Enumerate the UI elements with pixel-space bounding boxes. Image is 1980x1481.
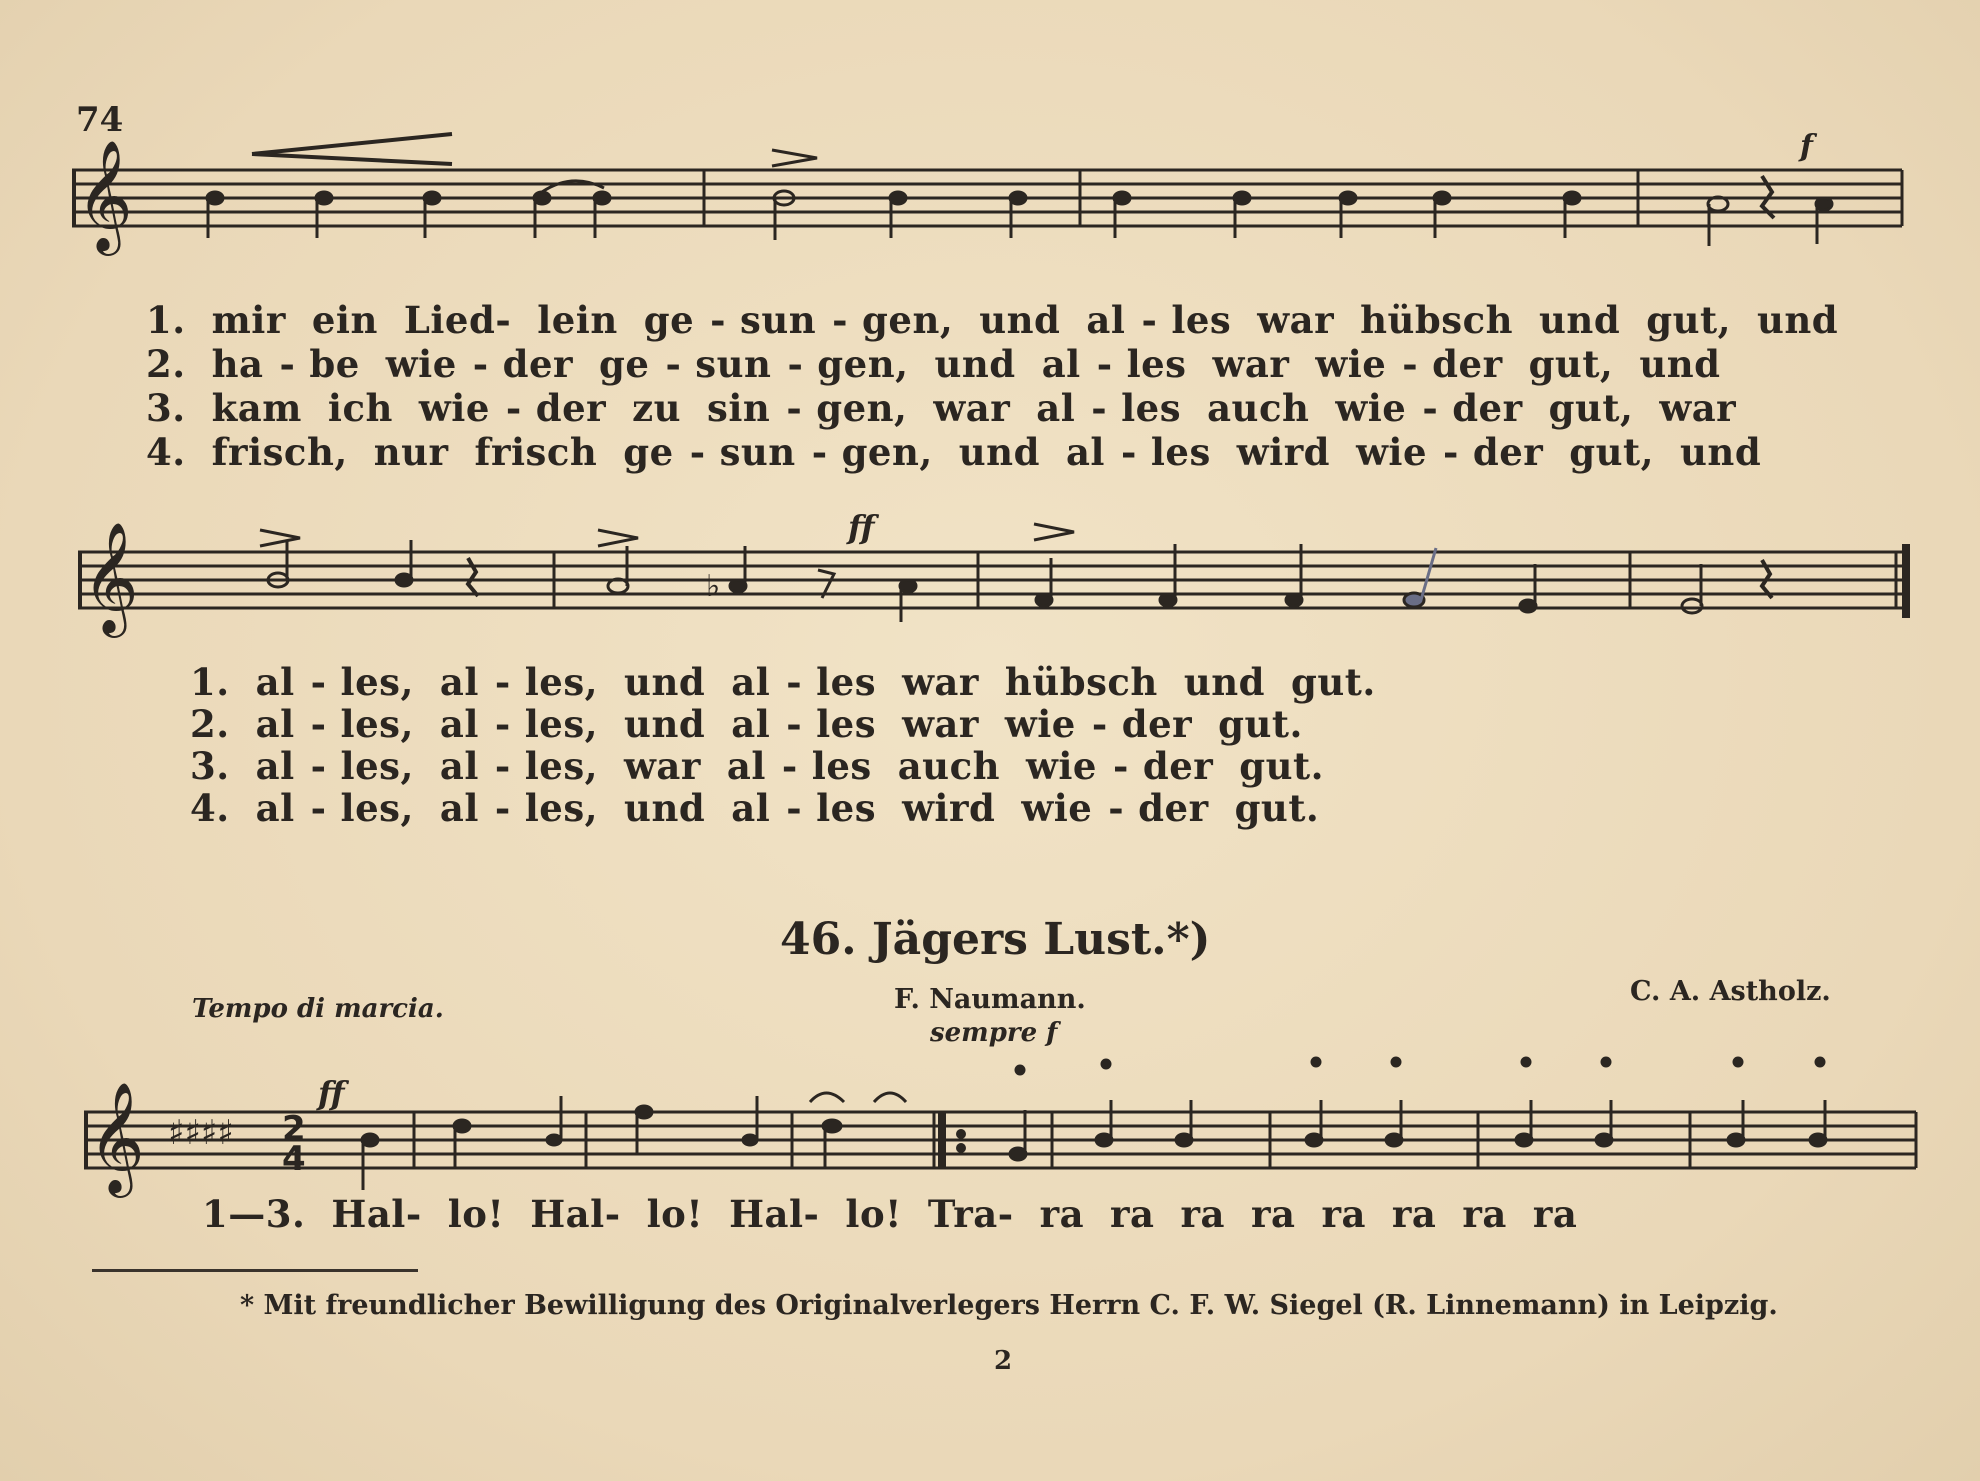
lyric-syllable: - xyxy=(494,702,511,746)
dynamic-ff-system-2: ff xyxy=(848,508,875,546)
lyric-syllable: les, xyxy=(340,702,414,746)
lyric-syllable: war xyxy=(1659,386,1737,430)
lyric-syllable: les, xyxy=(340,744,414,788)
lyric-syllable: und xyxy=(979,298,1061,342)
lyric-syllable: ra xyxy=(1250,1192,1296,1236)
lyric-syllable: - xyxy=(310,660,327,704)
lyric-syllable: - xyxy=(786,786,803,830)
lyric-syllable: - xyxy=(1443,430,1459,474)
lyric-syllable: und xyxy=(1183,660,1266,704)
song-title: 46. Jägers Lust.*) xyxy=(780,914,1211,965)
lyric-syllable: nur xyxy=(373,430,449,474)
page-number: 74 xyxy=(76,100,124,140)
lyric-syllable: - xyxy=(781,744,798,788)
lyric-syllable: ge xyxy=(643,298,695,342)
lyric-syllable: - xyxy=(787,342,804,386)
lyric-syllable: al xyxy=(1086,298,1126,342)
lyricist-credit: F. Naumann. xyxy=(894,984,1086,1015)
lyric-syllable: 3. xyxy=(190,744,230,788)
lyric-syllable: al xyxy=(255,660,295,704)
lyric-syllable: - xyxy=(1120,430,1137,474)
lyric-syllable: les, xyxy=(524,660,599,704)
lyric-syllable: ge xyxy=(599,342,650,386)
treble-clef-2: 𝄞 xyxy=(82,521,139,633)
treble-clef: 𝄞 xyxy=(76,139,133,251)
lyric-syllable: - xyxy=(832,298,849,342)
lyric-syllable: gut. xyxy=(1239,744,1324,788)
tempo-marking: Tempo di marcia. xyxy=(192,994,444,1024)
lyric-syllable: - xyxy=(494,786,511,830)
lyric-syllable: 4. xyxy=(190,786,230,830)
expression-marking: sempre f xyxy=(930,1018,1058,1048)
lyric-syllable: ra xyxy=(1039,1192,1085,1236)
dynamic-ff-song: ff xyxy=(318,1074,345,1112)
lyric-syllable: und xyxy=(1756,298,1839,342)
lyric-syllable: Hal- xyxy=(331,1192,422,1236)
lyric-syllable: gut, xyxy=(1528,342,1614,386)
lyric-syllable: Hal- xyxy=(530,1192,621,1236)
lyric-syllable: - xyxy=(310,702,327,746)
lyric-syllable: sun xyxy=(719,430,796,474)
lyric-syllable: al xyxy=(439,702,479,746)
lyric-syllable: war xyxy=(902,702,979,746)
lyric-syllable: und xyxy=(1539,298,1621,342)
lyric-syllable: der xyxy=(1142,744,1214,788)
lyric-syllable: - xyxy=(1091,702,1108,746)
lyric-syllable: be xyxy=(309,342,360,386)
dynamic-f: f xyxy=(1800,129,1813,164)
lyric-syllable: und xyxy=(1639,342,1721,386)
lyric-syllable: der xyxy=(535,386,607,430)
lyric-syllable: sun xyxy=(740,298,817,342)
time-signature-bottom: 4 xyxy=(282,1139,306,1179)
lyric-syllable: les xyxy=(1121,386,1182,430)
lyric-syllable: mir xyxy=(211,298,286,342)
lyric-syllable: zu xyxy=(632,386,682,430)
lyric-syllable: 1. xyxy=(146,298,186,342)
lyric-syllable: wie xyxy=(1335,386,1407,430)
lyric-syllable: auch xyxy=(897,744,1001,788)
lyric-syllable: wie xyxy=(1356,430,1428,474)
lyric-syllable: les xyxy=(1171,298,1232,342)
lyric-syllable: war xyxy=(624,744,701,788)
lyric-syllable: les xyxy=(811,744,872,788)
time-signature-top: 2 xyxy=(282,1109,306,1149)
lyric-syllable: der xyxy=(1432,342,1503,386)
lyric-syllable: - xyxy=(1402,342,1419,386)
lyric-line-2-2 xyxy=(190,702,1329,746)
lyric-syllable: les, xyxy=(524,702,599,746)
lyric-syllable: und xyxy=(934,342,1016,386)
lyric-line-2-3 xyxy=(190,744,1350,788)
lyric-syllable: lo! xyxy=(646,1192,704,1236)
svg-text:♭: ♭ xyxy=(706,569,721,604)
lyric-syllable: Lied- xyxy=(403,298,512,342)
staff-song-46 xyxy=(84,1040,1924,1210)
lyric-syllable: ra xyxy=(1321,1192,1366,1236)
lyric-syllable: - xyxy=(1091,386,1108,430)
lyric-syllable: al xyxy=(1041,342,1081,386)
lyric-syllable: - xyxy=(1141,298,1158,342)
lyric-syllable: ra xyxy=(1110,1192,1155,1236)
lyric-syllable: und xyxy=(624,660,706,704)
lyric-syllable: - xyxy=(786,702,803,746)
lyric-syllable: - xyxy=(786,386,803,430)
lyric-syllable: - xyxy=(279,342,296,386)
key-signature-sharps: ♯♯♯♯ xyxy=(168,1113,234,1153)
lyric-syllable: wie xyxy=(385,342,457,386)
lyric-syllable: les xyxy=(816,702,877,746)
lyric-syllable: 2. xyxy=(146,342,186,386)
lyric-syllable: und xyxy=(1680,430,1762,474)
lyric-syllable: - xyxy=(505,386,522,430)
lyric-syllable: - xyxy=(689,430,706,474)
lyric-syllable: wie xyxy=(418,386,490,430)
lyric-syllable: der xyxy=(1452,386,1523,430)
lyric-syllable: der xyxy=(1121,702,1193,746)
lyric-syllable: hübsch xyxy=(1360,298,1514,342)
lyric-syllable: les, xyxy=(340,660,414,704)
lyric-syllable: der xyxy=(1472,430,1544,474)
song-lyric-line xyxy=(202,1192,1603,1236)
lyric-syllable: les, xyxy=(524,786,599,830)
staff-system-2 xyxy=(78,500,1918,680)
lyric-syllable: gen, xyxy=(817,342,909,386)
lyric-syllable: ra xyxy=(1391,1192,1437,1236)
lyric-syllable: al xyxy=(1065,430,1105,474)
lyric-syllable: gen, xyxy=(841,430,933,474)
lyric-syllable: war xyxy=(1257,298,1335,342)
lyric-syllable: gut, xyxy=(1548,386,1634,430)
lyric-syllable: frisch xyxy=(474,430,598,474)
lyric-syllable: 4. xyxy=(146,430,186,474)
lyric-syllable: - xyxy=(665,342,682,386)
lyric-syllable: ein xyxy=(311,298,378,342)
lyric-syllable: frisch, xyxy=(211,430,348,474)
lyric-syllable: gut. xyxy=(1218,702,1303,746)
lyric-syllable: ich xyxy=(327,386,393,430)
lyric-syllable: - xyxy=(310,744,327,788)
lyric-syllable: 1—3. xyxy=(202,1192,306,1236)
lyric-syllable: les xyxy=(816,660,877,704)
lyric-syllable: wie xyxy=(1026,744,1097,788)
lyric-syllable: ra xyxy=(1180,1192,1225,1236)
staff-system-1 xyxy=(72,120,1912,320)
lyric-syllable: - xyxy=(1108,786,1125,830)
lyric-syllable: al xyxy=(255,786,295,830)
lyric-syllable: Hal- xyxy=(729,1192,820,1236)
lyric-syllable: lo! xyxy=(447,1192,505,1236)
lyric-syllable: sun xyxy=(695,342,772,386)
signature-mark: 2 xyxy=(994,1346,1013,1376)
lyric-syllable: gen, xyxy=(816,386,908,430)
lyric-syllable: gen, xyxy=(862,298,954,342)
lyric-syllable: les, xyxy=(524,744,599,788)
lyric-syllable: lo! xyxy=(845,1192,902,1236)
lyric-syllable: der xyxy=(1138,786,1209,830)
lyric-syllable: al xyxy=(439,786,479,830)
lyric-line-2-4 xyxy=(190,786,1345,830)
lyric-syllable: gut, xyxy=(1646,298,1731,342)
lyric-syllable: al xyxy=(731,660,771,704)
lyric-syllable: les xyxy=(1150,430,1211,474)
lyric-syllable: war xyxy=(902,660,979,704)
lyric-syllable: Tra- xyxy=(927,1192,1014,1236)
footnote-text: * Mit freundlicher Bewilligung des Originalverlegers Herrn C. F. W. Siegel (R. Linnemann) in Leipzig. xyxy=(240,1290,1778,1321)
lyric-syllable: sin xyxy=(707,386,771,430)
lyric-syllable: wie xyxy=(1021,786,1093,830)
lyric-syllable: al xyxy=(255,744,295,788)
lyric-syllable: gut. xyxy=(1291,660,1376,704)
lyric-syllable: al xyxy=(726,744,766,788)
lyric-syllable: und xyxy=(958,430,1040,474)
lyric-syllable: wie xyxy=(1004,702,1076,746)
lyric-syllable: kam xyxy=(211,386,302,430)
lyric-line-1-4 xyxy=(146,430,1787,474)
lyric-syllable: - xyxy=(1422,386,1439,430)
lyric-syllable: war xyxy=(1212,342,1290,386)
lyric-line-1-2 xyxy=(146,342,1747,386)
lyric-syllable: - xyxy=(472,342,489,386)
lyric-syllable: - xyxy=(710,298,727,342)
lyric-syllable: wird xyxy=(1236,430,1331,474)
lyric-syllable: al xyxy=(439,660,479,704)
lyric-syllable: - xyxy=(494,744,511,788)
lyric-syllable: - xyxy=(811,430,828,474)
lyric-syllable: al xyxy=(1036,386,1076,430)
lyric-syllable: - xyxy=(1112,744,1129,788)
lyric-syllable: auch xyxy=(1207,386,1310,430)
lyric-syllable: wird xyxy=(902,786,996,830)
lyric-syllable: 1. xyxy=(190,660,230,704)
lyric-syllable: - xyxy=(786,660,803,704)
lyric-syllable: les xyxy=(816,786,877,830)
lyric-syllable: 2. xyxy=(190,702,230,746)
lyric-syllable: und xyxy=(624,702,706,746)
lyric-line-2-1 xyxy=(190,660,1402,704)
composer-credit: C. A. Astholz. xyxy=(1630,976,1831,1007)
lyric-syllable: al xyxy=(439,744,479,788)
treble-clef-3: 𝄞 xyxy=(88,1081,145,1193)
lyric-syllable: wie xyxy=(1315,342,1387,386)
lyric-syllable: ha xyxy=(211,342,264,386)
lyric-syllable: gut. xyxy=(1234,786,1320,830)
lyric-syllable: und xyxy=(624,786,706,830)
lyric-syllable: les xyxy=(1126,342,1187,386)
lyric-line-1-3 xyxy=(146,386,1762,430)
lyric-syllable: - xyxy=(310,786,327,830)
lyric-syllable: al xyxy=(731,786,771,830)
lyric-syllable: al xyxy=(255,702,295,746)
lyric-syllable: ra xyxy=(1462,1192,1507,1236)
lyric-syllable: ge xyxy=(623,430,674,474)
lyric-syllable: - xyxy=(494,660,511,704)
lyric-line-1-1 xyxy=(146,298,1864,342)
lyric-syllable: gut, xyxy=(1569,430,1655,474)
lyric-syllable: al xyxy=(731,702,771,746)
lyric-syllable: - xyxy=(1096,342,1113,386)
lyric-syllable: 3. xyxy=(146,386,186,430)
lyric-syllable: ra xyxy=(1532,1192,1578,1236)
lyric-syllable: der xyxy=(502,342,574,386)
lyric-syllable: hübsch xyxy=(1004,660,1158,704)
lyric-syllable: war xyxy=(933,386,1011,430)
lyric-syllable: les, xyxy=(340,786,414,830)
lyric-syllable: lein xyxy=(537,298,618,342)
footnote-rule xyxy=(92,1269,418,1272)
